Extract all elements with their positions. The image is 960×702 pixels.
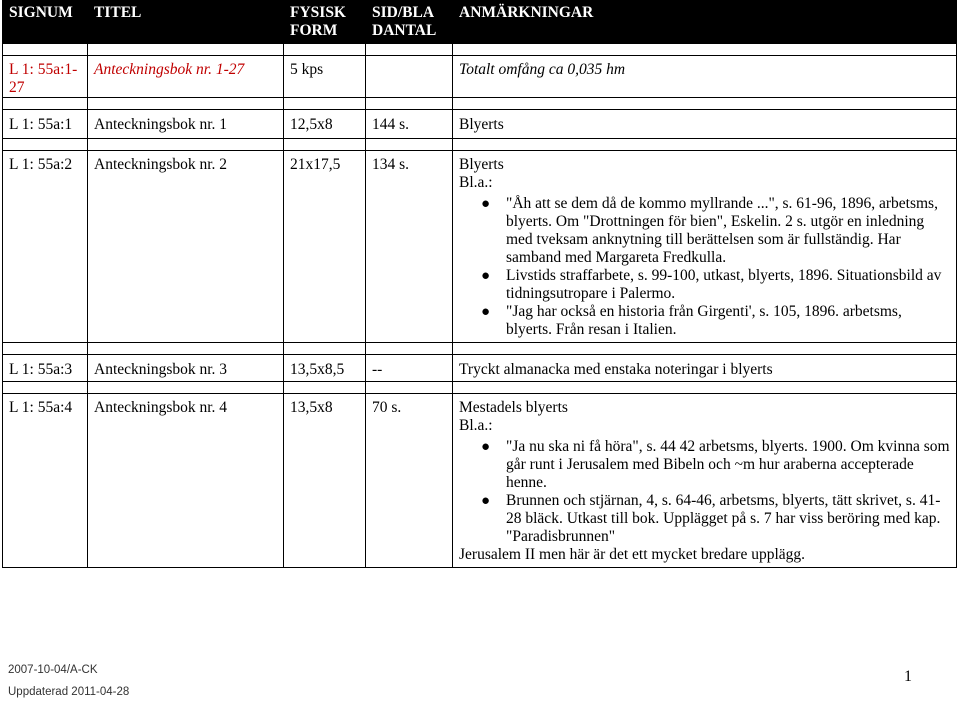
header-anmarkningar: ANMÄRKNINGAR [453, 1, 957, 44]
spacer-row [3, 139, 957, 151]
row-fysisk-form: 12,5x8 [284, 110, 366, 139]
list-item [459, 438, 950, 492]
row-anmarkning-cell [453, 151, 957, 343]
note-text: Livstids straffarbete, s. 99-100, utkast, blyerts, 1896. Situationsbild av tidningsutropare i Palermo. [506, 267, 942, 302]
header-titel: TITEL [88, 1, 284, 44]
row-titel: Anteckningsbok nr. 3 [88, 355, 284, 382]
list-item [459, 267, 950, 303]
bla-label: Bl.a.: [459, 174, 493, 191]
row-anmarkning: Blyerts [459, 156, 504, 173]
row-sid: 70 s. [366, 394, 453, 568]
header-fysisk-form: FYSISK FORM [284, 1, 366, 44]
list-item [459, 492, 950, 546]
row-anmarkning: Tryckt almanacka med enstaka noteringar i blyerts [453, 355, 957, 382]
row-signum: L 1: 55a:1 [3, 110, 88, 139]
series-signum: L 1: 55a:1-27 [3, 56, 88, 98]
row-fysisk-form: 13,5x8,5 [284, 355, 366, 382]
catalog-table [2, 0, 957, 568]
row-anmarkning: Blyerts [453, 110, 957, 139]
row-sid: 144 s. [366, 110, 453, 139]
header-signum: SIGNUM [3, 1, 88, 44]
note-text: Brunnen och stjärnan, 4, s. 64-46, arbetsms, blyerts, tätt skrivet, s. 41-28 bläck. Utkast till bok. Upplägget på s. 7 har viss beröring med kap. "Paradisbrunnen" [506, 492, 941, 545]
row-signum: L 1: 55a:3 [3, 355, 88, 382]
row-anmarkning: Mestadels blyerts [459, 399, 568, 416]
notes-list [459, 438, 950, 546]
list-item [459, 303, 950, 339]
row-fysisk-form: 13,5x8 [284, 394, 366, 568]
row-fysisk-form: 21x17,5 [284, 151, 366, 343]
row-signum: L 1: 55a:4 [3, 394, 88, 568]
table-row [3, 110, 957, 139]
bullet-icon: ● [481, 196, 491, 212]
bullet-icon: ● [481, 268, 491, 284]
table-row [3, 355, 957, 382]
series-sid [366, 56, 453, 98]
note-text: "Åh att se dem då de kommo myllrande ...", s. 61-96, 1896, arbetsms, blyerts. Om "Drottningen för bien", Eskelin. 2 s. utgör en inledning med tveksam anknytning till berättelsen som är fullständig. Har samband med Margareta Fredkulla. [506, 195, 938, 266]
row-titel: Anteckningsbok nr. 2 [88, 151, 284, 343]
table-header-row [3, 1, 957, 44]
spacer-row [3, 44, 957, 56]
bla-label: Bl.a.: [459, 417, 493, 434]
row-sid: -- [366, 355, 453, 382]
after-notes-text: Jerusalem II men här är det ett mycket bredare upplägg. [459, 546, 806, 563]
series-fysisk-form: 5 kps [284, 56, 366, 98]
series-anmarkning: Totalt omfång ca 0,035 hm [453, 56, 957, 98]
list-item [459, 195, 950, 267]
header-sid-bla-dantal: SID/BLA DANTAL [366, 1, 453, 44]
note-text: "Jag har också en historia från Girgenti', s. 105, 1896. arbetsms, blyerts. Från resan i Italien. [506, 303, 902, 338]
row-sid: 134 s. [366, 151, 453, 343]
series-titel: Anteckningsbok nr. 1-27 [88, 56, 284, 98]
row-anmarkning-cell [453, 394, 957, 568]
footer-date: 2007-10-04/A-CK [8, 664, 98, 676]
bullet-icon: ● [481, 439, 491, 455]
row-titel: Anteckningsbok nr. 4 [88, 394, 284, 568]
notes-list [459, 195, 950, 339]
bullet-icon: ● [481, 304, 491, 320]
page-number: 1 [904, 668, 912, 685]
note-text: "Ja nu ska ni få höra", s. 44 42 arbetsms, blyerts. 1900. Om kvinna som går runt i Jerusalem med Bibeln och ~m hur araberna accepterade henne. [506, 438, 950, 491]
spacer-row [3, 343, 957, 355]
table-row [3, 151, 957, 343]
row-titel: Anteckningsbok nr. 1 [88, 110, 284, 139]
series-row [3, 56, 957, 98]
spacer-row [3, 382, 957, 394]
bullet-icon: ● [481, 493, 491, 509]
row-signum: L 1: 55a:2 [3, 151, 88, 343]
spacer-row [3, 98, 957, 110]
footer-updated: Uppdaterad 2011-04-28 [8, 686, 130, 698]
table-row [3, 394, 957, 568]
